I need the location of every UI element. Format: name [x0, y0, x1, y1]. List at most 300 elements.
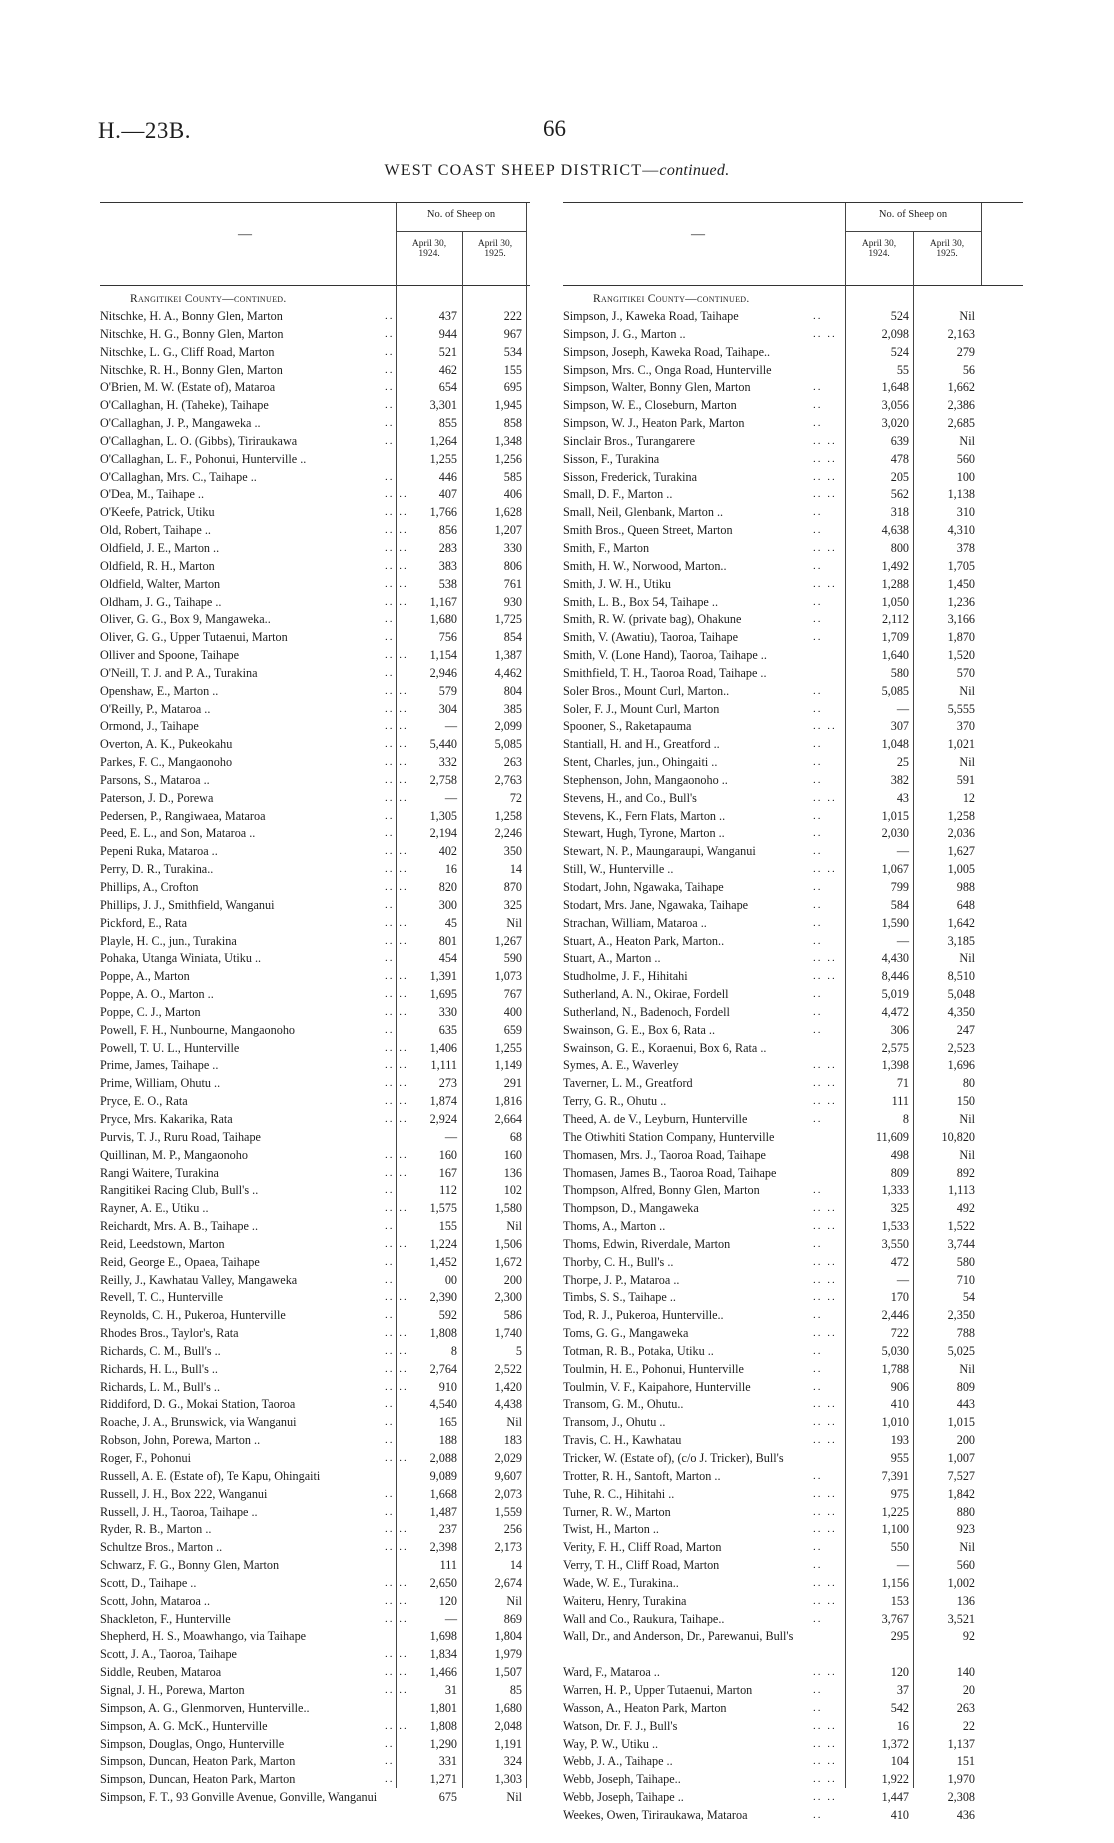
table-row [563, 1557, 1023, 1575]
leader-dots: .. .. [385, 595, 409, 608]
sheep-count-1925: 1,348 [494, 433, 522, 448]
table-row [563, 379, 1023, 397]
holder-name: Transom, J., Ohutu .. [563, 1415, 666, 1430]
right-header-divider-mid [913, 231, 914, 285]
table-row [563, 897, 1023, 915]
holder-name: Scott, J. A., Taoroa, Taihape [100, 1647, 237, 1662]
sheep-count-1925: 1,005 [947, 862, 975, 877]
leader-dots: .. .. [813, 488, 837, 501]
holder-name: Overton, A. K., Pukeokahu [100, 737, 233, 752]
sheep-count-1925: 1,642 [947, 915, 975, 930]
sheep-count-1925: 14 [509, 862, 522, 877]
sheep-count-1924: 654 [438, 380, 457, 395]
sheep-count-1924: 325 [890, 1201, 909, 1216]
sheep-count-1925: 2,048 [494, 1718, 522, 1733]
holder-name: Simpson, J., Kaweka Road, Taihape [563, 309, 739, 323]
sheep-count-1924: 112 [439, 1183, 457, 1198]
table-row [100, 344, 530, 362]
table-row [563, 701, 1023, 719]
leader-dots: .. .. [385, 559, 409, 572]
sheep-count-1925: 1,021 [947, 737, 975, 752]
holder-name: Simpson, J. G., Marton .. [563, 326, 686, 341]
sheep-count-1924: 975 [890, 1486, 909, 1501]
sheep-count-1925: 767 [503, 987, 522, 1002]
holder-name: Thorpe, J. P., Mataroa .. [563, 1272, 680, 1287]
sheep-count-1925: 279 [956, 344, 975, 359]
sheep-count-1924: 944 [438, 326, 457, 341]
table-row [563, 879, 1023, 897]
leader-dots: .. [385, 417, 395, 430]
sheep-count-1924: 1,154 [429, 648, 457, 663]
sheep-count-1924: 8 [450, 1343, 457, 1358]
holder-name: Powell, T. U. L., Hunterville [100, 1040, 240, 1055]
sheep-count-1924: 2,098 [881, 326, 909, 341]
holder-name: Old, Robert, Taihape .. [100, 523, 211, 538]
leader-dots: .. .. [813, 1416, 837, 1429]
table-row [100, 469, 530, 487]
table-row [563, 1521, 1023, 1539]
holder-name: Transom, G. M., Ohutu.. [563, 1397, 684, 1412]
sheep-count-1924: 542 [890, 1700, 909, 1715]
table-row [100, 933, 530, 951]
leader-dots: .. [813, 1237, 823, 1250]
sheep-count-1924: 1,372 [881, 1736, 909, 1751]
sheep-count-1925: 788 [956, 1326, 975, 1341]
table-row [563, 1022, 1023, 1040]
sheep-count-1925: 100 [956, 469, 975, 484]
sheep-count-1924: 188 [438, 1433, 457, 1448]
sheep-count-1925: 3,166 [947, 612, 975, 627]
sheep-count-1925: Nil [959, 433, 975, 448]
holder-name: Simpson, W. E., Closeburn, Marton [563, 398, 737, 413]
sheep-count-1925: 263 [503, 755, 522, 770]
leader-dots: .. [813, 988, 823, 1001]
table-row [563, 1771, 1023, 1789]
holder-name: Simpson, Douglas, Ongo, Hunterville [100, 1736, 285, 1751]
leader-dots: .. [385, 1023, 395, 1036]
sheep-count-1925: 1,705 [947, 558, 975, 573]
sheep-count-1924: 454 [438, 951, 457, 966]
sheep-count-1925: 854 [503, 630, 522, 645]
leader-dots: .. [813, 1112, 823, 1125]
leader-dots: .. [813, 898, 823, 911]
table-row [563, 1432, 1023, 1450]
holder-name: Simpson, A. G., Glenmorven, Hunterville.. [100, 1700, 310, 1715]
table-row [100, 629, 530, 647]
leader-dots: .. [385, 1434, 395, 1447]
table-row [100, 1396, 530, 1414]
sheep-count-1924: — [896, 1558, 909, 1573]
table-row [100, 790, 530, 808]
sheep-count-1924: 801 [438, 933, 457, 948]
left-header-group-rule [396, 231, 526, 232]
sheep-count-1925: 325 [503, 897, 522, 912]
leader-dots: .. .. [385, 1041, 409, 1054]
sheep-count-1924: 562 [890, 487, 909, 502]
sheep-count-1925: Nil [506, 1219, 522, 1234]
holder-name: Smith, H. W., Norwood, Marton.. [563, 558, 727, 573]
sheep-count-1925: 370 [956, 719, 975, 734]
leader-dots: .. .. [385, 1648, 409, 1661]
leader-dots: .. .. [813, 952, 837, 965]
holder-name: Soler, F. J., Mount Curl, Marton [563, 701, 720, 716]
holder-name: Roger, F., Pohonui [100, 1451, 191, 1465]
holder-name: O'Dea, M., Taihape .. [100, 487, 205, 502]
holder-name: Smith, J. W. H., Utiku [563, 576, 672, 591]
table-row [563, 683, 1023, 701]
leader-dots: .. .. [385, 1077, 409, 1090]
sheep-count-1925: 892 [956, 1165, 975, 1180]
sheep-count-1925: 1,303 [494, 1772, 522, 1787]
sheep-count-1924: 307 [890, 719, 909, 734]
sheep-count-1924: 584 [890, 897, 909, 912]
table-row [563, 629, 1023, 647]
leader-dots: .. [385, 1416, 395, 1429]
sheep-count-1924: 410 [890, 1807, 909, 1822]
sheep-count-1924: 160 [438, 1147, 457, 1162]
table-row [100, 1504, 530, 1522]
table-row [100, 611, 530, 629]
holder-name: O'Neill, T. J. and P. A., Turakina [100, 665, 258, 680]
sheep-count-1925: Nil [959, 755, 975, 770]
holder-name: Schultze Bros., Marton .. [100, 1540, 223, 1555]
leader-dots: .. [385, 827, 395, 840]
table-row [563, 1165, 1023, 1183]
sheep-count-1925: 222 [503, 309, 522, 323]
leader-dots: .. [813, 1184, 823, 1197]
left-table-header [100, 202, 530, 286]
holder-name: Playle, H. C., jun., Turakina [100, 933, 237, 948]
holder-name: Sutherland, N., Badenoch, Fordell [563, 1004, 730, 1019]
sheep-count-1925: 2,386 [947, 398, 975, 413]
sheep-count-1925: 1,149 [494, 1058, 522, 1073]
leader-dots: .. .. [813, 1398, 837, 1411]
sheep-count-1924: 799 [890, 880, 909, 894]
leader-dots: .. .. [813, 1576, 837, 1589]
sheep-count-1925: 92 [962, 1629, 975, 1644]
sheep-count-1925: 136 [503, 1165, 522, 1180]
holder-name: O'Callaghan, J. P., Mangaweka .. [100, 416, 261, 431]
leader-dots: .. .. [813, 1291, 837, 1304]
sheep-count-1924: 1,111 [430, 1058, 457, 1073]
sheep-count-1925: Nil [959, 1147, 975, 1162]
sheep-count-1924: 1,391 [429, 969, 457, 984]
table-row [100, 1272, 530, 1290]
sheep-count-1925: 1,255 [494, 1040, 522, 1055]
holder-name: Stewart, Hugh, Tyrone, Marton .. [563, 826, 725, 841]
sheep-count-1924: 4,472 [881, 1004, 909, 1019]
holder-name: Riddiford, D. G., Mokai Station, Taoroa [100, 1397, 296, 1412]
leader-dots: .. .. [385, 1166, 409, 1179]
sheep-count-1924: 1,695 [429, 987, 457, 1002]
holder-name: Sutherland, A. N., Okirae, Fordell [563, 987, 729, 1002]
leader-dots: .. .. [385, 881, 409, 893]
sheep-count-1924: 2,030 [881, 826, 909, 841]
leader-dots: .. .. [385, 970, 409, 983]
sheep-count-1925: 590 [503, 951, 522, 966]
sheep-count-1925: 5,048 [947, 987, 975, 1002]
leader-dots: .. [813, 1469, 823, 1482]
holder-name: Watson, Dr. F. J., Bull's [563, 1718, 678, 1733]
left-col-rule-1 [396, 284, 397, 1788]
right-col-rule-1 [845, 284, 846, 1788]
sheep-count-1924: 3,020 [881, 416, 909, 431]
leader-dots: .. [385, 1755, 395, 1768]
leader-dots: .. .. [813, 452, 837, 465]
holder-name: Taverner, L. M., Greatford [563, 1076, 693, 1091]
leader-dots: .. .. [813, 541, 837, 554]
leader-dots: .. .. [813, 1095, 837, 1108]
sheep-count-1925: 10,820 [941, 1129, 975, 1144]
table-row [100, 701, 530, 719]
table-row [100, 1646, 530, 1664]
holder-name: Still, W., Hunterville .. [563, 862, 674, 877]
holder-name: Timbs, S. S., Taihape .. [563, 1290, 676, 1305]
table-row [100, 1432, 530, 1450]
sheep-count-1925: 4,350 [947, 1004, 975, 1019]
leader-dots: .. [813, 827, 823, 840]
sheep-count-1925: 2,308 [947, 1790, 975, 1805]
table-row [563, 1807, 1023, 1825]
left-header-col-1925: April 30, 1925. [477, 239, 513, 259]
leader-dots: .. [813, 845, 823, 858]
holder-name: Swainson, G. E., Koraenui, Box 6, Rata .. [563, 1040, 767, 1055]
leader-dots: .. [385, 470, 395, 483]
holder-name: O'Callaghan, L. F., Pohonui, Hunterville .. [100, 451, 307, 466]
holder-name: Prime, James, Taihape .. [100, 1058, 219, 1073]
sheep-count-1924: 1,808 [429, 1326, 457, 1341]
sheep-count-1924: 1,288 [881, 576, 909, 591]
sheep-count-1924: 3,767 [881, 1611, 909, 1626]
sheep-count-1925: 3,521 [947, 1611, 975, 1626]
leader-dots: .. .. [385, 1576, 409, 1589]
holder-name: Peed, E. L., and Son, Mataroa .. [100, 826, 256, 841]
holder-name: Smith, R. W. (private bag), Ohakune [563, 612, 742, 627]
page-number: 66 [543, 116, 566, 141]
holder-name: O'Keefe, Patrick, Utiku [100, 505, 215, 520]
sheep-count-1924: 5,440 [429, 737, 457, 752]
table-row [563, 469, 1023, 487]
sheep-count-1925: 1,506 [494, 1236, 522, 1251]
table-row [100, 1682, 530, 1700]
holder-name: Pepeni Ruka, Mataroa .. [100, 844, 218, 859]
leader-dots: .. .. [385, 738, 409, 751]
leader-dots: .. .. [385, 702, 409, 715]
sheep-count-1925: 68 [509, 1129, 522, 1144]
leader-dots: .. [813, 881, 823, 893]
leader-dots: .. .. [385, 1541, 409, 1554]
leader-dots: .. .. [385, 1594, 409, 1607]
sheep-count-1924: 1,156 [881, 1575, 909, 1590]
leader-dots: .. .. [813, 1719, 837, 1732]
holder-name: Reynolds, C. H., Pukeroa, Hunterville [100, 1308, 286, 1323]
table-row [100, 1486, 530, 1504]
sheep-count-1924: 1,709 [881, 630, 909, 645]
table-row [100, 1468, 530, 1486]
sheep-count-1924: 820 [438, 880, 457, 894]
table-row [563, 1789, 1023, 1807]
holder-name: Strachan, William, Mataroa .. [563, 915, 707, 930]
sheep-count-1924: 383 [438, 558, 457, 573]
sheep-count-1925: 880 [956, 1504, 975, 1519]
leader-dots: .. .. [813, 577, 837, 590]
leader-dots: .. [385, 1255, 395, 1268]
leader-dots: .. .. [813, 1737, 837, 1750]
sheep-count-1925: Nil [959, 951, 975, 966]
table-row [563, 1379, 1023, 1397]
holder-name: Stuart, A., Marton .. [563, 951, 661, 966]
sheep-count-1924: 1,067 [881, 862, 909, 877]
leader-dots: .. .. [385, 720, 409, 733]
sheep-count-1924: 120 [438, 1593, 457, 1608]
sheep-count-1924: 1,766 [429, 505, 457, 520]
sheep-count-1924: 1,447 [881, 1790, 909, 1805]
holder-name: O'Callaghan, L. O. (Gibbs), Tiriraukawa [100, 433, 298, 448]
sheep-count-1925: 9,607 [494, 1468, 522, 1483]
table-row [563, 1718, 1023, 1736]
table-row [563, 1236, 1023, 1254]
sheep-count-1925: 4,462 [494, 665, 522, 680]
table-row [563, 825, 1023, 843]
sheep-count-1925: 2,099 [494, 719, 522, 734]
holder-name: Stent, Charles, jun., Ohingaiti .. [563, 755, 718, 770]
sheep-count-1924: 104 [890, 1754, 909, 1769]
leader-dots: .. [813, 417, 823, 430]
table-row [563, 1450, 1023, 1468]
table-row [100, 1575, 530, 1593]
leader-dots: .. [385, 809, 395, 822]
leader-dots: .. [385, 1487, 395, 1500]
right-col-rule-2 [913, 284, 914, 1788]
sheep-count-1924: 1,668 [429, 1486, 457, 1501]
sheep-count-1925: 570 [956, 665, 975, 680]
left-col-rule-3 [526, 284, 527, 1788]
table-row [100, 1075, 530, 1093]
table-row [563, 790, 1023, 808]
sheep-count-1925: 923 [956, 1522, 975, 1537]
sheep-count-1924: 283 [438, 540, 457, 555]
table-row [100, 1218, 530, 1236]
table-row [100, 718, 530, 736]
sheep-count-1925: 1,628 [494, 505, 522, 520]
sheep-count-1924: 2,112 [882, 612, 909, 627]
table-row [563, 1753, 1023, 1771]
sheep-count-1925: 2,300 [494, 1290, 522, 1305]
holder-name: Spooner, S., Raketapauma [563, 719, 692, 734]
leader-dots: .. .. [385, 1148, 409, 1161]
sheep-count-1924: 462 [438, 362, 457, 377]
sheep-count-1925: 200 [503, 1272, 522, 1287]
table-row [563, 1004, 1023, 1022]
sheep-count-1925: 1,725 [494, 612, 522, 627]
sheep-count-1925: 988 [956, 880, 975, 894]
holder-name: Totman, R. B., Potaka, Utiku .. [563, 1343, 714, 1358]
table-row [100, 451, 530, 469]
table-row [563, 950, 1023, 968]
leader-dots: .. .. [385, 1612, 409, 1625]
holder-name: Webb, J. A., Taihape .. [563, 1754, 673, 1769]
holder-name: Phillips, A., Crofton [100, 880, 199, 894]
leader-dots: .. [813, 631, 823, 644]
holder-name: Russell, J. H., Taoroa, Taihape .. [100, 1504, 258, 1519]
table-row [563, 594, 1023, 612]
sheep-count-1924: 205 [890, 469, 909, 484]
leader-dots: .. .. [385, 1523, 409, 1536]
holder-name: Stodart, Mrs. Jane, Ngawaka, Taihape [563, 897, 749, 912]
table-row [563, 344, 1023, 362]
page-title-continued: continued. [659, 162, 730, 179]
sheep-count-1925: 870 [503, 880, 522, 894]
sheep-count-1925: Nil [959, 1361, 975, 1376]
sheep-count-1925: 310 [956, 505, 975, 520]
sheep-count-1925: 56 [962, 362, 975, 377]
leader-dots: .. .. [813, 1505, 837, 1518]
sheep-count-1925: 2,664 [494, 1111, 522, 1126]
leader-dots: .. .. [385, 773, 409, 786]
table-row [100, 808, 530, 826]
sheep-count-1925: 324 [503, 1754, 522, 1769]
table-row [100, 1111, 530, 1129]
table-row [563, 1289, 1023, 1307]
sheep-count-1924: 1,255 [429, 451, 457, 466]
holder-name: Small, Neil, Glenbank, Marton .. [563, 505, 724, 520]
leader-dots: .. .. [813, 1059, 837, 1072]
holder-name: Toms, G. G., Mangaweka [563, 1326, 689, 1341]
table-row [563, 397, 1023, 415]
sheep-count-1925: 1,672 [494, 1254, 522, 1269]
sheep-count-1925: 534 [503, 344, 522, 359]
table-row [563, 540, 1023, 558]
sheep-count-1925: 1,137 [947, 1736, 975, 1751]
sheep-count-1924: 31 [444, 1682, 457, 1697]
table-row [100, 1307, 530, 1325]
sheep-count-1924: 1,808 [429, 1718, 457, 1733]
table-row [100, 576, 530, 594]
sheep-count-1925: 436 [956, 1807, 975, 1822]
sheep-count-1925: 580 [956, 1254, 975, 1269]
table-row [100, 1093, 530, 1111]
holder-name: O'Reilly, P., Mataroa .. [100, 701, 211, 716]
sheep-count-1925: 586 [503, 1308, 522, 1323]
table-row [563, 362, 1023, 380]
holder-name: Toulmin, H. E., Pohonui, Hunterville [563, 1361, 744, 1376]
sheep-count-1924: — [444, 719, 457, 734]
leader-dots: .. .. [385, 506, 409, 519]
sheep-count-1925: 256 [503, 1522, 522, 1537]
sheep-count-1925: 80 [962, 1076, 975, 1091]
holder-name: Richards, C. M., Bull's .. [100, 1343, 221, 1358]
leader-dots: .. [813, 1541, 823, 1554]
sheep-count-1925: 72 [509, 790, 522, 805]
sheep-count-1924: 25 [896, 755, 909, 770]
sheep-count-1924: 153 [890, 1593, 909, 1608]
holder-name: Reid, Leedstown, Marton [100, 1236, 225, 1251]
table-row [100, 772, 530, 790]
leader-dots: .. [813, 916, 823, 929]
table-row [100, 1165, 530, 1183]
holder-name: Weekes, Owen, Tiriraukawa, Mataroa [563, 1807, 748, 1822]
left-header-col-1924: April 30, 1924. [411, 239, 447, 259]
holder-name: Sisson, Frederick, Turakina [563, 469, 698, 484]
leader-dots: .. .. [813, 1487, 837, 1500]
sheep-count-1924: 592 [438, 1308, 457, 1323]
holder-name: O'Brien, M. W. (Estate of), Mataroa [100, 380, 276, 395]
holder-name: Stodart, John, Ngawaka, Taihape [563, 880, 724, 894]
sheep-count-1925: 406 [503, 487, 522, 502]
sheep-count-1924: 4,638 [881, 523, 909, 538]
holder-name: Oldham, J. G., Taihape .. [100, 594, 222, 609]
right-header-group-rule [845, 231, 981, 232]
